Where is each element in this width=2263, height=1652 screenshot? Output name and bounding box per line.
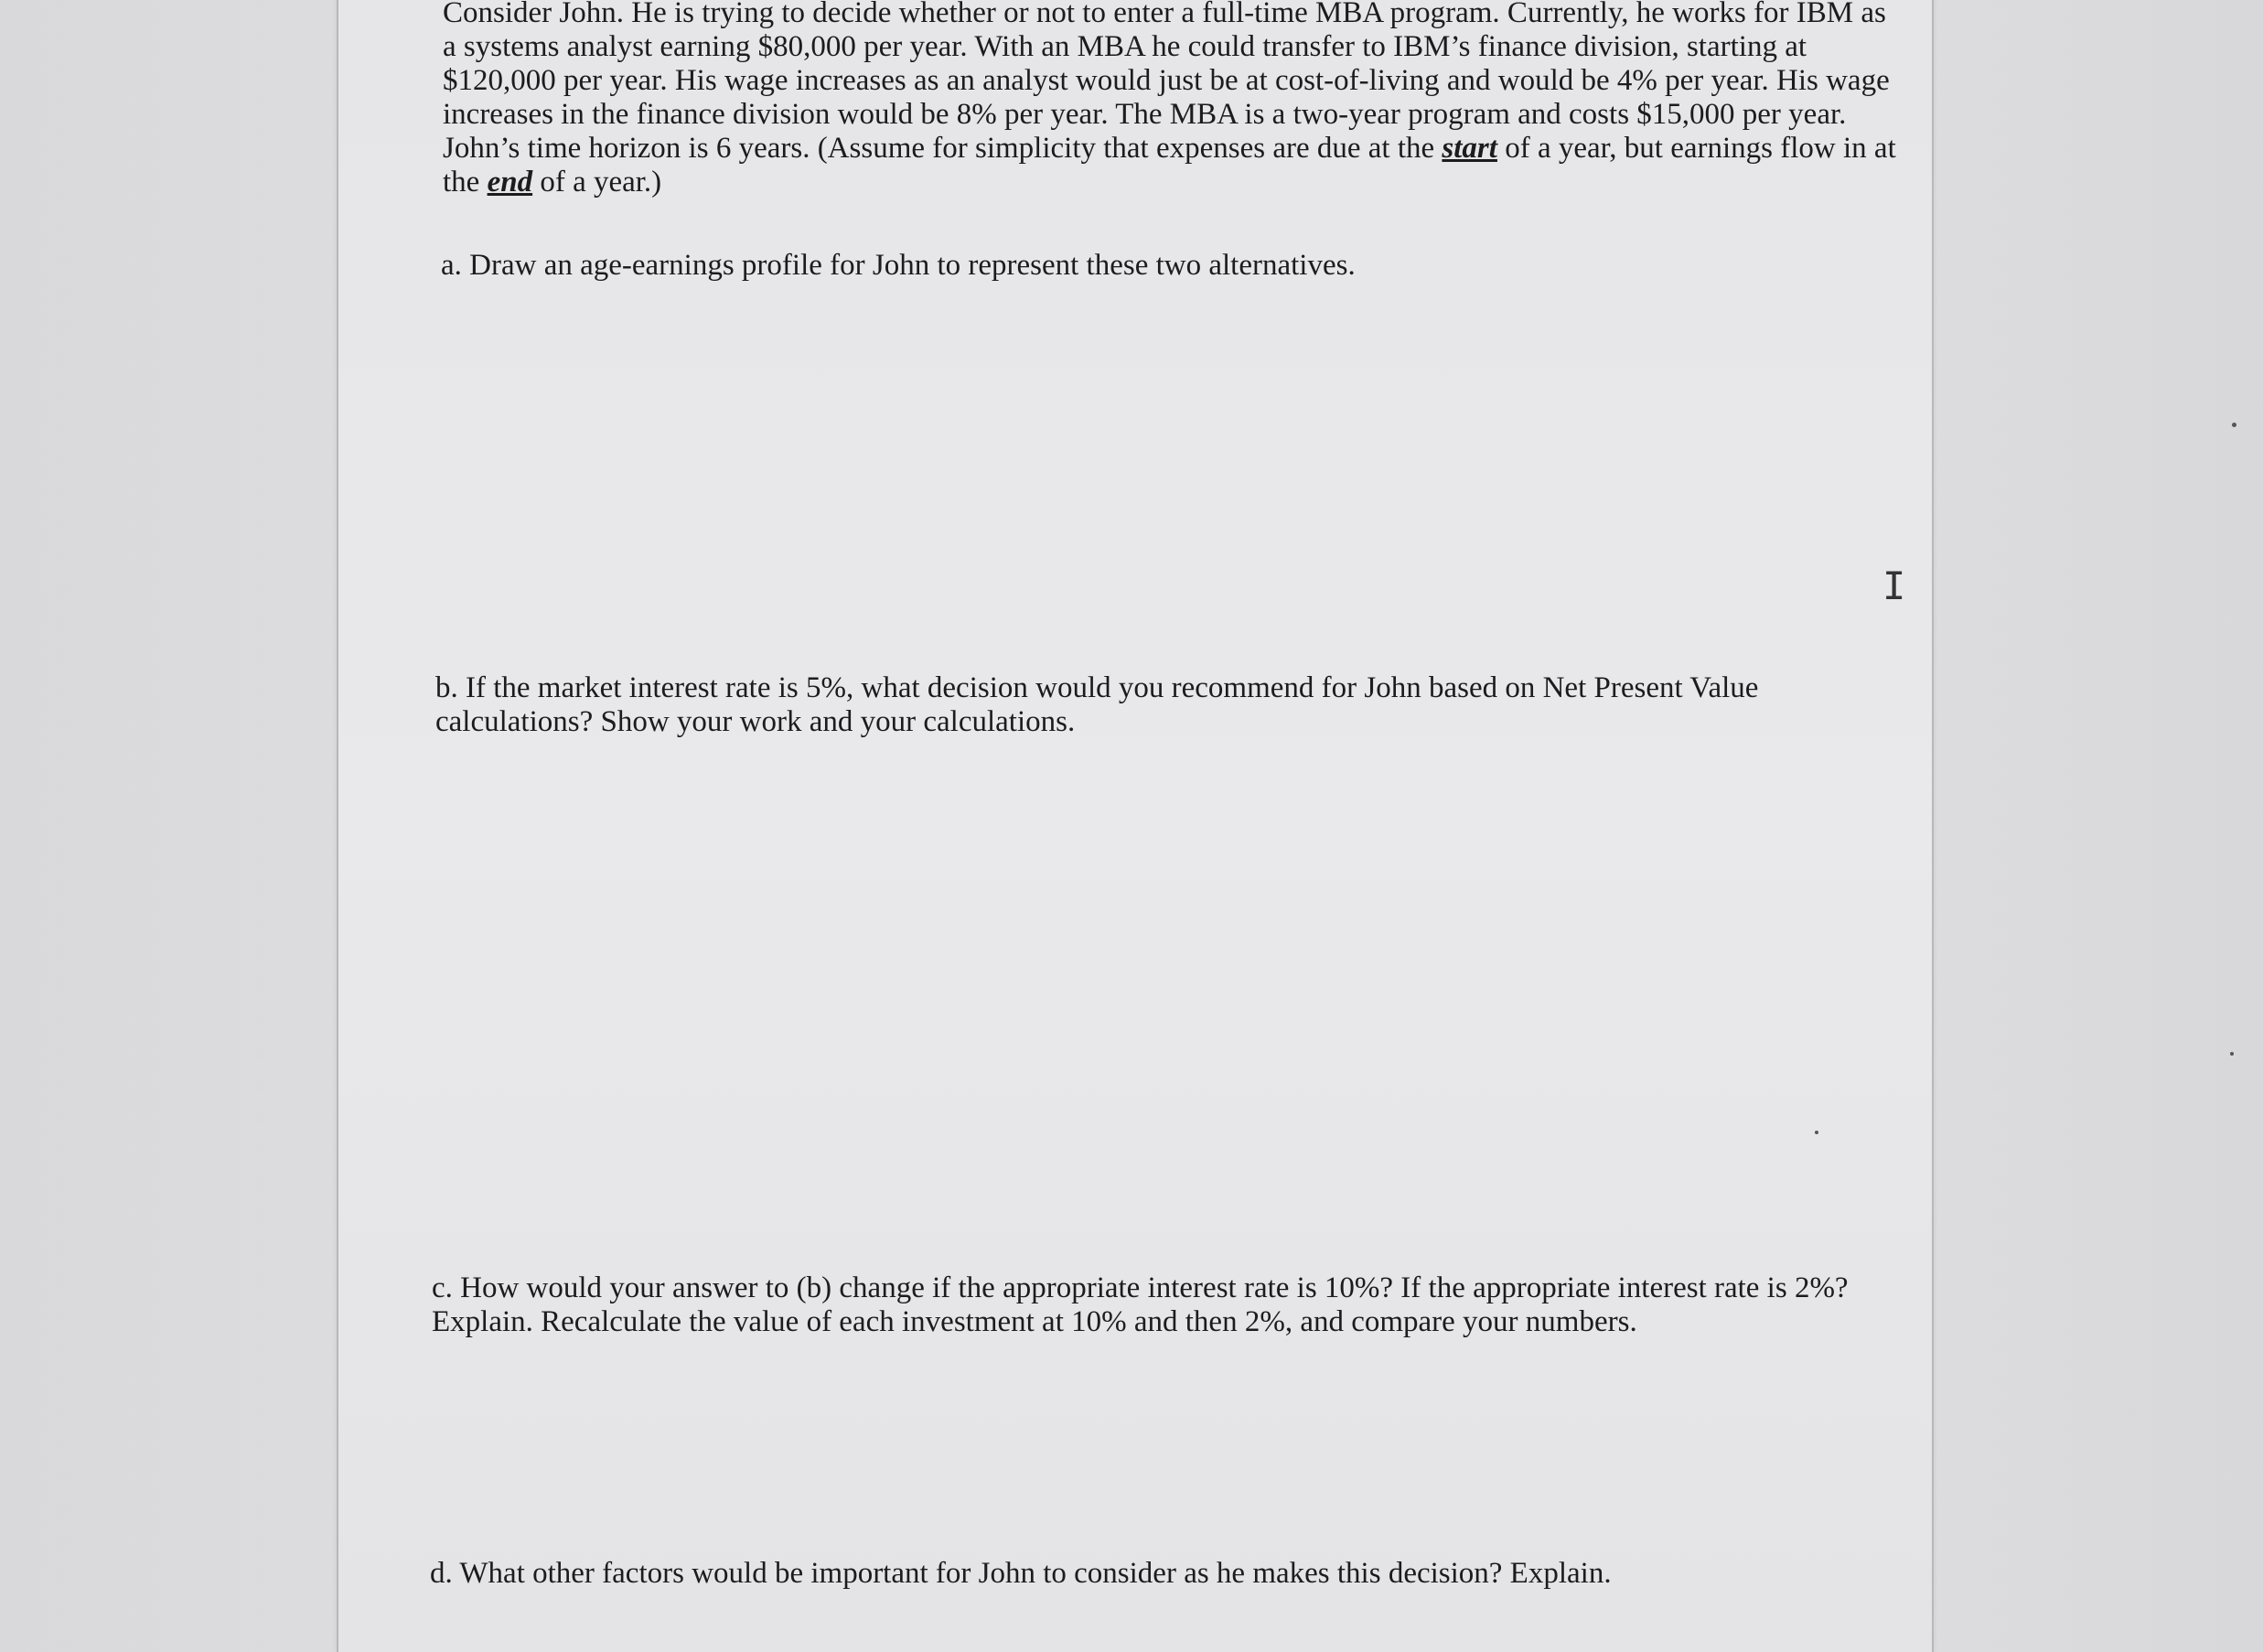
- emphasis-end: end: [487, 166, 533, 198]
- dust-speck: [1815, 1131, 1818, 1134]
- question-a: a. Draw an age-earnings profile for John to represent these two alternatives.: [441, 249, 1356, 282]
- question-c: c. How would your answer to (b) change if the appropriate interest rate is 10%? If the appropriate interest rate is 2%? Explain. Recalculate the value of each investment at 10% and then 2%, and compare your numbers.: [432, 1271, 1849, 1338]
- text-cursor-icon: I: [1882, 563, 1906, 608]
- intro-text-3: of a year.): [532, 166, 662, 198]
- emphasis-start: start: [1442, 132, 1497, 165]
- intro-text-2: of a year, but earnings flow in at the: [443, 132, 1896, 198]
- problem-intro: [443, 0, 1906, 199]
- intro-text-1: Consider John. He is trying to decide whether or not to enter a full-time MBA program. Currently, he works for IBM as a systems analyst earning $80,000 per year. With an MBA he could transfer to IBM’s finance division, starting at $120,000 per year. His wage increases as an analyst would just be at cost-of-living and would be 4% per year. His wage increases in the finance division would be 8% per year. The MBA is a two-year program and costs $15,000 per year. John’s time horizon is 6 years. (Assume for simplicity that expenses are due at the: [443, 0, 1890, 165]
- dust-speck: [2232, 423, 2236, 427]
- question-b: b. If the market interest rate is 5%, what decision would you recommend for John based on Net Present Value calculations? Show your work and your calculations.: [435, 671, 1759, 738]
- document-page: [337, 0, 1934, 1652]
- dust-speck: [2230, 1052, 2234, 1056]
- question-d: d. What other factors would be important for John to consider as he makes this decision? Explain.: [430, 1557, 1612, 1590]
